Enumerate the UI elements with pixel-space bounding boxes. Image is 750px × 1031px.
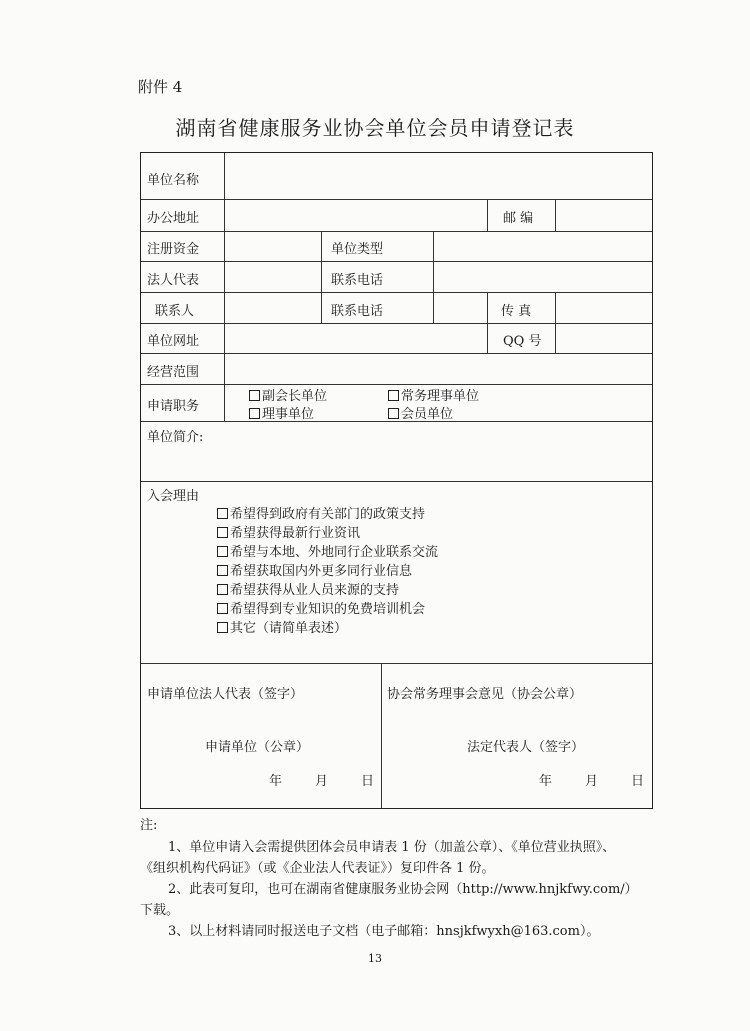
contact-person-label: 联系人	[155, 304, 195, 319]
position-label: 申请职务	[147, 399, 200, 414]
page-number: 13	[368, 952, 382, 965]
checkbox-icon	[217, 603, 228, 614]
applicant-rep-signature-label: 申请单位法人代表（签字）	[147, 687, 304, 702]
registration-form	[140, 152, 653, 809]
registered-capital-label: 注册资金	[147, 242, 200, 257]
intro-label: 单位简介:	[147, 430, 204, 445]
note-3: 3、以上材料请同时报送电子文档（电子邮箱：hnsjkfwyxh@163.com）。	[168, 924, 600, 939]
position-option[interactable]: 理事单位	[249, 403, 314, 422]
business-scope-label: 经营范围	[147, 365, 200, 380]
checkbox-icon	[217, 584, 228, 595]
reason-option[interactable]: 其它（请简单表述）	[217, 617, 347, 636]
right-month-label: 月	[585, 774, 599, 789]
notes-heading: 注:	[140, 818, 158, 833]
position-option[interactable]: 常务理事单位	[388, 385, 479, 404]
note-2a: 2、此表可复印，也可在湖南省健康服务业协会网（http://www.hnjkfwy.com/）	[168, 882, 638, 897]
attachment-label: 附件 4	[138, 78, 183, 96]
page-title: 湖南省健康服务业协会单位会员申请登记表	[175, 116, 575, 140]
checkbox-icon	[217, 622, 228, 633]
reason-option[interactable]: 希望获取国内外更多同行业信息	[217, 560, 412, 579]
checkbox-icon	[388, 408, 399, 419]
website-label: 单位网址	[147, 334, 200, 349]
unit-name-label: 单位名称	[147, 173, 200, 188]
postcode-label: 邮 编	[503, 211, 534, 226]
checkbox-icon	[217, 508, 228, 519]
reason-option[interactable]: 希望得到专业知识的免费培训机会	[217, 598, 425, 617]
left-year-label: 年	[269, 774, 283, 789]
council-opinion-label: 协会常务理事会意见（协会公章）	[387, 687, 583, 702]
legal-rep-label: 法人代表	[147, 273, 200, 288]
checkbox-icon	[217, 546, 228, 557]
reason-option[interactable]: 希望获得从业人员来源的支持	[217, 579, 399, 598]
left-month-label: 月	[315, 774, 329, 789]
legal-rep-signature-label: 法定代表人（签字）	[467, 740, 585, 755]
phone1-label: 联系电话	[331, 273, 384, 288]
note-2b: 下载。	[140, 903, 180, 918]
office-address-label: 办公地址	[147, 211, 200, 226]
fax-label: 传 真	[501, 304, 532, 319]
note-1b: 《组织机构代码证》（或《企业法人代表证》）复印件各 1 份。	[140, 861, 495, 876]
reason-option[interactable]: 希望与本地、外地同行企业联系交流	[217, 541, 438, 560]
right-day-label: 日	[631, 774, 645, 789]
reason-option[interactable]: 希望获得最新行业资讯	[217, 522, 360, 541]
left-day-label: 日	[361, 774, 375, 789]
checkbox-icon	[217, 527, 228, 538]
position-option[interactable]: 副会长单位	[249, 385, 327, 404]
right-year-label: 年	[539, 774, 553, 789]
unit-type-label: 单位类型	[331, 242, 384, 257]
applicant-seal-label: 申请单位（公章）	[205, 740, 310, 755]
reason-label: 入会理由	[147, 489, 200, 504]
checkbox-icon	[249, 408, 260, 419]
checkbox-icon	[249, 390, 260, 401]
checkbox-icon	[388, 390, 399, 401]
position-option[interactable]: 会员单位	[388, 403, 453, 422]
phone2-label: 联系电话	[331, 304, 384, 319]
qq-label: QQ 号	[503, 334, 542, 349]
checkbox-icon	[217, 565, 228, 576]
note-1a: 1、单位申请入会需提供团体会员申请表 1 份（加盖公章）、《单位营业执照》、	[168, 840, 616, 855]
reason-option[interactable]: 希望得到政府有关部门的政策支持	[217, 503, 425, 522]
